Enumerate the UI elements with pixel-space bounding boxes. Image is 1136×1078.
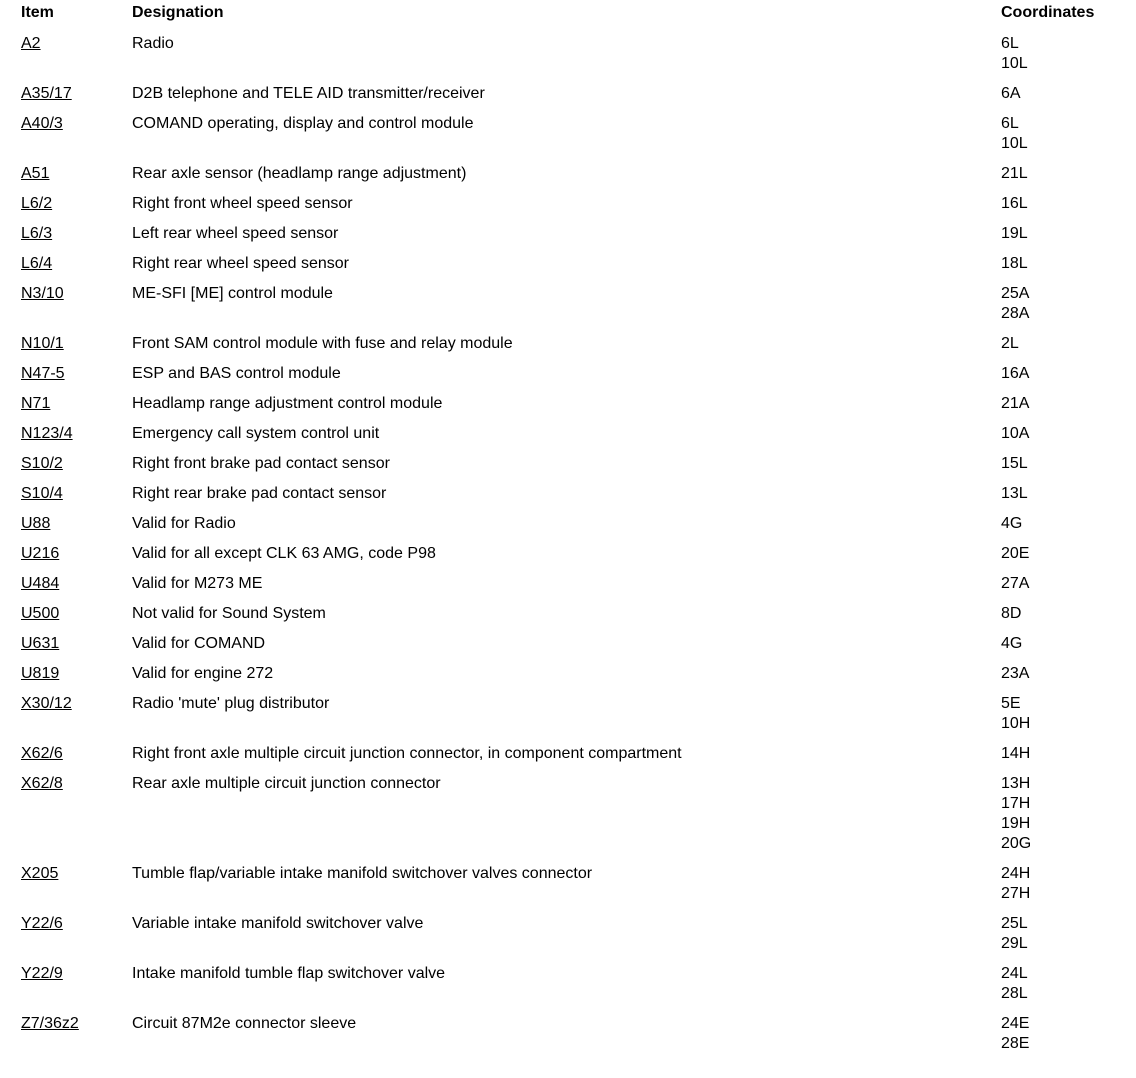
table-row — [0, 164, 1136, 194]
item-link[interactable]: S10/2 — [21, 455, 63, 472]
table-row — [0, 694, 1136, 744]
item-link[interactable]: X30/12 — [21, 695, 72, 712]
coordinate-value: 14H — [1001, 745, 1031, 762]
coordinate-value: 25L — [1001, 915, 1028, 932]
item-link[interactable]: U88 — [21, 515, 51, 532]
table-row — [0, 394, 1136, 424]
coordinates-cell — [1001, 664, 1136, 684]
table-row — [0, 424, 1136, 454]
table-row — [0, 224, 1136, 254]
designation-text: Valid for Radio — [132, 515, 236, 532]
designation-text: Not valid for Sound System — [132, 605, 326, 622]
coordinate-value: 27A — [1001, 575, 1030, 592]
coordinate-value: 27H — [1001, 885, 1031, 902]
designation-text: Radio — [132, 35, 174, 52]
coordinate-value: 4G — [1001, 515, 1023, 532]
coordinate-value: 4G — [1001, 635, 1023, 652]
designation-text: Right front brake pad contact sensor — [132, 455, 390, 472]
coordinates-cell — [1001, 194, 1136, 214]
item-link[interactable]: Y22/6 — [21, 915, 63, 932]
item-link[interactable]: U631 — [21, 635, 60, 652]
coordinates-cell — [1001, 484, 1136, 504]
designation-text: ME-SFI [ME] control module — [132, 285, 333, 302]
coordinates-cell — [1001, 334, 1136, 354]
coordinate-value: 24E — [1001, 1015, 1030, 1032]
coordinate-value: 25A — [1001, 285, 1030, 302]
designation-text: Right rear brake pad contact sensor — [132, 485, 387, 502]
item-link[interactable]: L6/2 — [21, 195, 53, 212]
coordinate-value: 6L — [1001, 35, 1019, 52]
designation-column-header: Designation — [132, 4, 224, 21]
item-link[interactable]: N10/1 — [21, 335, 64, 352]
table-row — [0, 114, 1136, 164]
coordinates-cell — [1001, 164, 1136, 184]
table-row — [0, 604, 1136, 634]
coordinates-cell — [1001, 514, 1136, 534]
designation-text: Tumble flap/variable intake manifold switchover valves connector — [132, 865, 593, 882]
table-row — [0, 514, 1136, 544]
coordinate-value: 19H — [1001, 815, 1031, 832]
coordinates-column-header: Coordinates — [1001, 4, 1095, 21]
item-link[interactable]: A35/17 — [21, 85, 72, 102]
coordinates-cell — [1001, 224, 1136, 244]
item-link[interactable]: N3/10 — [21, 285, 64, 302]
table-row — [0, 84, 1136, 114]
designation-text: Front SAM control module with fuse and relay module — [132, 335, 513, 352]
table-row — [0, 1014, 1136, 1064]
table-row — [0, 34, 1136, 84]
coordinates-cell — [1001, 744, 1136, 764]
item-link[interactable]: N71 — [21, 395, 51, 412]
table-row — [0, 664, 1136, 694]
item-link[interactable]: X205 — [21, 865, 59, 882]
designation-text: Valid for M273 ME — [132, 575, 263, 592]
coordinates-cell — [1001, 544, 1136, 564]
table-row — [0, 454, 1136, 484]
coordinate-value: 16A — [1001, 365, 1030, 382]
table-row — [0, 194, 1136, 224]
designation-text: Circuit 87M2e connector sleeve — [132, 1015, 357, 1032]
coordinate-value: 21A — [1001, 395, 1030, 412]
coordinate-value: 24H — [1001, 865, 1031, 882]
table-header — [0, 4, 1136, 24]
designation-text: Intake manifold tumble flap switchover valve — [132, 965, 446, 982]
item-column-header: Item — [21, 4, 54, 21]
coordinates-cell — [1001, 114, 1136, 154]
coordinates-cell — [1001, 394, 1136, 414]
coordinate-value: 10A — [1001, 425, 1030, 442]
designation-text: Variable intake manifold switchover valve — [132, 915, 424, 932]
coordinate-value: 5E — [1001, 695, 1021, 712]
coordinate-value: 2L — [1001, 335, 1019, 352]
table-row — [0, 864, 1136, 914]
coordinates-cell — [1001, 424, 1136, 444]
designation-text: Valid for all except CLK 63 AMG, code P98 — [132, 545, 436, 562]
designation-text: Headlamp range adjustment control module — [132, 395, 443, 412]
coordinates-cell — [1001, 254, 1136, 274]
item-link[interactable]: L6/3 — [21, 225, 53, 242]
coordinate-value: 28E — [1001, 1035, 1030, 1052]
item-link[interactable]: X62/8 — [21, 775, 63, 792]
coordinates-cell — [1001, 1014, 1136, 1054]
table-row — [0, 254, 1136, 284]
coordinates-cell — [1001, 604, 1136, 624]
coordinates-cell — [1001, 364, 1136, 384]
coordinate-value: 19L — [1001, 225, 1028, 242]
coordinate-value: 8D — [1001, 605, 1022, 622]
item-link[interactable]: N123/4 — [21, 425, 73, 442]
coordinates-cell — [1001, 84, 1136, 104]
designation-text: Radio 'mute' plug distributor — [132, 695, 330, 712]
item-link[interactable]: Z7/36z2 — [21, 1015, 79, 1032]
coordinate-value: 28L — [1001, 985, 1028, 1002]
coordinate-value: 15L — [1001, 455, 1028, 472]
coordinate-value: 20E — [1001, 545, 1030, 562]
designation-text: Valid for COMAND — [132, 635, 266, 652]
table-row — [0, 334, 1136, 364]
item-link[interactable]: U216 — [21, 545, 60, 562]
designation-text: Right rear wheel speed sensor — [132, 255, 350, 272]
coordinate-value: 10H — [1001, 715, 1031, 732]
table-row — [0, 364, 1136, 394]
table-row — [0, 634, 1136, 664]
coordinates-cell — [1001, 454, 1136, 474]
coordinates-cell — [1001, 284, 1136, 324]
coordinate-value: 24L — [1001, 965, 1028, 982]
coordinate-value: 28A — [1001, 305, 1030, 322]
coordinates-cell — [1001, 694, 1136, 734]
table-row — [0, 574, 1136, 604]
designation-text: COMAND operating, display and control module — [132, 115, 474, 132]
table-row — [0, 544, 1136, 574]
table-row — [0, 964, 1136, 1014]
item-link[interactable]: A2 — [21, 35, 41, 52]
designation-text: ESP and BAS control module — [132, 365, 341, 382]
item-link[interactable]: U819 — [21, 665, 60, 682]
item-link[interactable]: Y22/9 — [21, 965, 63, 982]
designation-text: Rear axle multiple circuit junction connector — [132, 775, 441, 792]
coordinate-value: 21L — [1001, 165, 1028, 182]
coordinates-cell — [1001, 774, 1136, 854]
coordinate-value: 16L — [1001, 195, 1028, 212]
coordinate-value: 23A — [1001, 665, 1030, 682]
table-row — [0, 284, 1136, 334]
coordinates-cell — [1001, 574, 1136, 594]
coordinate-value: 29L — [1001, 935, 1028, 952]
coordinate-value: 10L — [1001, 135, 1028, 152]
item-link[interactable]: U484 — [21, 575, 60, 592]
designation-text: D2B telephone and TELE AID transmitter/receiver — [132, 85, 485, 102]
component-table-body — [0, 34, 1136, 1064]
item-link[interactable]: A51 — [21, 165, 50, 182]
item-link[interactable]: N47-5 — [21, 365, 65, 382]
coordinate-value: 6A — [1001, 85, 1021, 102]
coordinate-value: 20G — [1001, 835, 1032, 852]
coordinates-cell — [1001, 914, 1136, 954]
coordinate-value: 10L — [1001, 55, 1028, 72]
coordinates-cell — [1001, 964, 1136, 1004]
designation-text: Left rear wheel speed sensor — [132, 225, 339, 242]
coordinate-value: 13H — [1001, 775, 1031, 792]
coordinate-value: 6L — [1001, 115, 1019, 132]
designation-text: Rear axle sensor (headlamp range adjustment) — [132, 165, 467, 182]
designation-text: Right front axle multiple circuit junction connector, in component compartment — [132, 745, 682, 762]
coordinate-value: 18L — [1001, 255, 1028, 272]
table-row — [0, 774, 1136, 864]
coordinates-cell — [1001, 34, 1136, 74]
coordinate-value: 17H — [1001, 795, 1031, 812]
designation-text: Emergency call system control unit — [132, 425, 380, 442]
table-row — [0, 744, 1136, 774]
designation-text: Right front wheel speed sensor — [132, 195, 353, 212]
coordinates-cell — [1001, 864, 1136, 904]
coordinate-value: 13L — [1001, 485, 1028, 502]
item-link[interactable]: A40/3 — [21, 115, 63, 132]
table-row — [0, 484, 1136, 514]
table-row — [0, 914, 1136, 964]
item-link[interactable]: L6/4 — [21, 255, 53, 272]
coordinates-cell — [1001, 634, 1136, 654]
designation-text: Valid for engine 272 — [132, 665, 274, 682]
item-link[interactable]: S10/4 — [21, 485, 63, 502]
item-link[interactable]: U500 — [21, 605, 60, 622]
item-link[interactable]: X62/6 — [21, 745, 63, 762]
